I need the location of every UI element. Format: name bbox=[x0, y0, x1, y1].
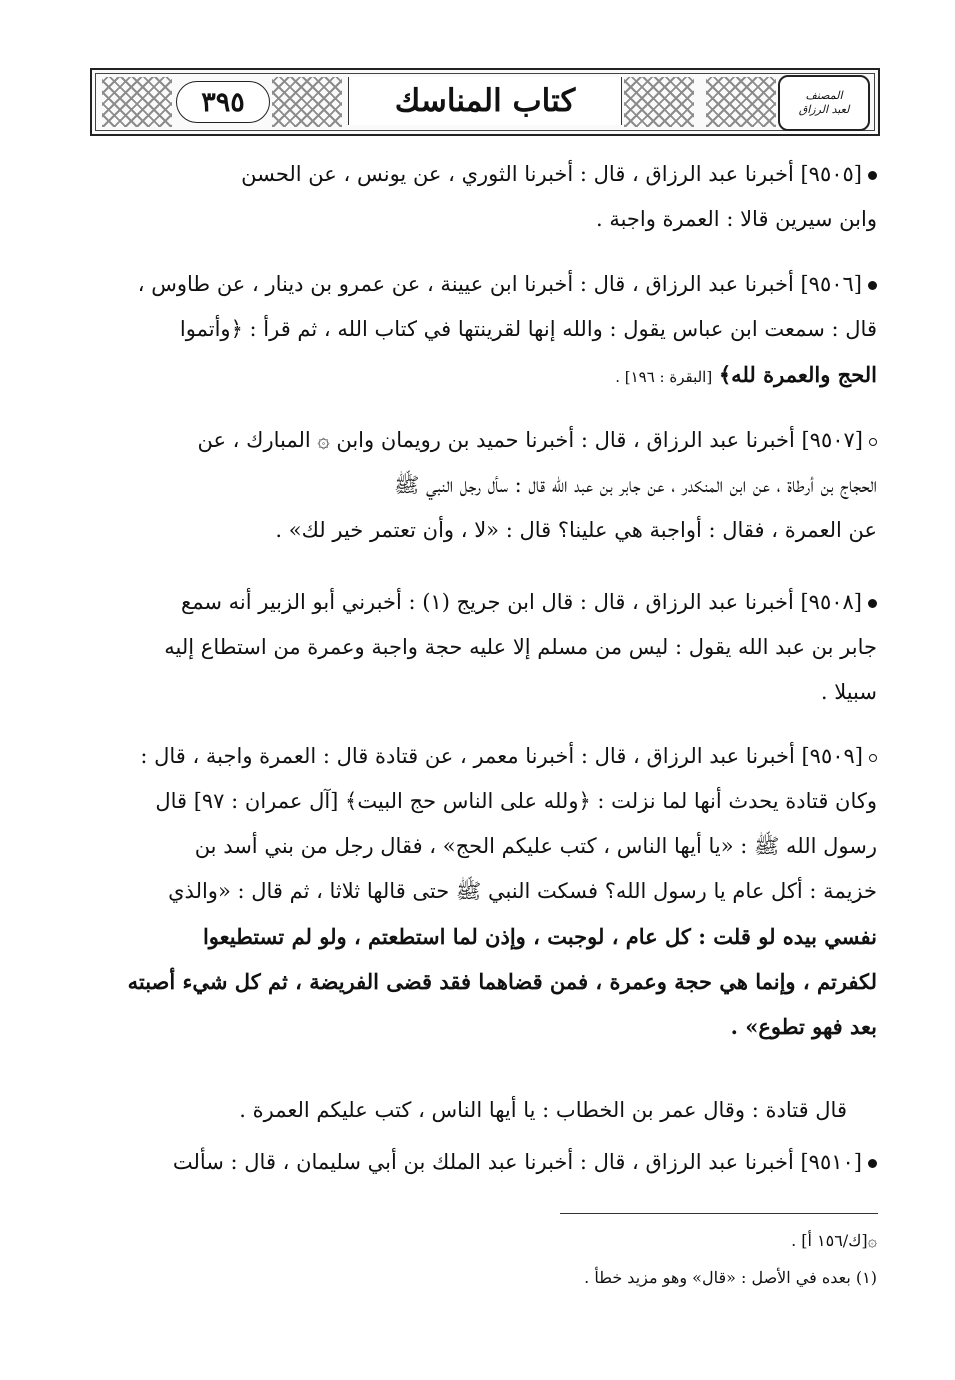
text-line: رسول الله ﷺ : «يا أيها الناس ، كتب عليكم الحج» ، فقال رجل من بني أسد بن bbox=[194, 834, 877, 858]
bullet-icon bbox=[868, 599, 877, 608]
ornament-pattern-icon bbox=[102, 77, 172, 127]
hadith-9509-continuation bbox=[77, 1088, 877, 1133]
hollow-bullet-icon bbox=[869, 438, 877, 446]
footnote-1: (١) بعده في الأصل : «قال» وهو مزيد خطأ . bbox=[584, 1268, 877, 1287]
logo-line-1: المصنف bbox=[805, 89, 843, 103]
text-line: سبيلا . bbox=[820, 680, 877, 704]
text-line: قال قتادة : وقال عمر بن الخطاب : يا أيها الناس ، كتب عليكم العمرة . bbox=[239, 1098, 847, 1122]
page-number: ٣٩٥ bbox=[176, 81, 270, 123]
bullet-icon bbox=[868, 171, 877, 180]
footnote-manuscript-marker: ۞[ك/١٥٦ أ] . bbox=[791, 1231, 877, 1250]
ornament-pattern-icon bbox=[706, 77, 776, 127]
quran-verse: الحج والعمرة لله﴾ bbox=[718, 362, 877, 387]
footnote-divider bbox=[560, 1213, 878, 1214]
page-header bbox=[90, 68, 880, 136]
text-line: [٩٥٠٨] أخبرنا عبد الرزاق ، قال : قال ابن جريج (١) : أخبرني أبو الزبير أنه سمع bbox=[181, 590, 862, 614]
book-logo bbox=[778, 75, 870, 131]
hadith-9510 bbox=[77, 1140, 877, 1185]
hadith-9509 bbox=[77, 734, 877, 1049]
bullet-icon bbox=[868, 1159, 877, 1168]
text-line: وكان قتادة يحدث أنها لما نزلت : ﴿ولله على الناس حج البيت﴾ [آل عمران : ٩٧] قال bbox=[155, 789, 877, 813]
text-line: لكفرتم ، وإنما هي حجة وعمرة ، فمن قضاهما فقد قضى الفريضة ، ثم كل شيء أصبته bbox=[127, 969, 877, 994]
text-line: عن العمرة ، فقال : أواجبة هي علينا؟ قال : «لا ، وأن تعتمر خير لك» . bbox=[275, 518, 877, 542]
text-line: جابر بن عبد الله يقول : ليس من مسلم إلا عليه حجة واجبة وعمرة من استطاع إليه bbox=[164, 635, 877, 659]
text-line: [٩٥٠٦] أخبرنا عبد الرزاق ، قال : أخبرنا ابن عيينة ، عن عمرو بن دينار ، عن طاوس ، bbox=[137, 272, 862, 296]
ornament-pattern-icon bbox=[624, 77, 694, 127]
hollow-bullet-icon bbox=[869, 754, 877, 762]
text-line: قال : سمعت ابن عباس يقول : والله إنها لقرينتها في كتاب الله ، ثم قرأ : ﴿وأتموا bbox=[179, 317, 877, 341]
text-line: خزيمة : أكل عام يا رسول الله؟ فسكت النبي ﷺ حتى قالها ثلاثا ، ثم قال : «والذي bbox=[168, 879, 877, 903]
text-line: [٩٥٠٥] أخبرنا عبد الرزاق ، قال : أخبرنا الثوري ، عن يونس ، عن الحسن bbox=[241, 162, 862, 186]
hadith-9506 bbox=[77, 262, 877, 400]
text-line: [٩٥٠٩] أخبرنا عبد الرزاق ، قال : أخبرنا معمر ، عن قتادة قال : العمرة واجبة ، قال : bbox=[140, 744, 863, 768]
text-line: بعد فهو تطوع» . bbox=[730, 1014, 877, 1039]
ornament-pattern-icon bbox=[272, 77, 342, 127]
text-line: الحجاج بن أرطاة ، عن ابن المنكدر ، عن جابر بن عبد الله قال : سأل رجل النبي ﷺ bbox=[394, 473, 877, 497]
text-line: وابن سيرين قالا : العمرة واجبة . bbox=[595, 207, 877, 231]
quran-reference: [البقرة : ١٩٦] . bbox=[615, 368, 713, 386]
hadith-9505 bbox=[77, 152, 877, 242]
hadith-9508 bbox=[77, 580, 877, 715]
hadith-9507 bbox=[77, 418, 877, 553]
chapter-title: كتاب المناسك bbox=[348, 77, 622, 125]
bullet-icon bbox=[868, 281, 877, 290]
text-line: [٩٥١٠] أخبرنا عبد الرزاق ، قال : أخبرنا عبد الملك بن أبي سليمان ، قال : سألت bbox=[172, 1150, 862, 1174]
logo-line-2: لعبد الرزاق bbox=[798, 103, 850, 116]
text-line: [٩٥٠٧] أخبرنا عبد الرزاق ، قال : أخبرنا حميد بن رويمان وابن ۞ المبارك ، عن bbox=[197, 428, 863, 452]
text-line: نفسي بيده لو قلت : كل عام ، لوجبت ، وإذن لما استطعتم ، ولو لم تستطيعوا bbox=[202, 924, 877, 949]
